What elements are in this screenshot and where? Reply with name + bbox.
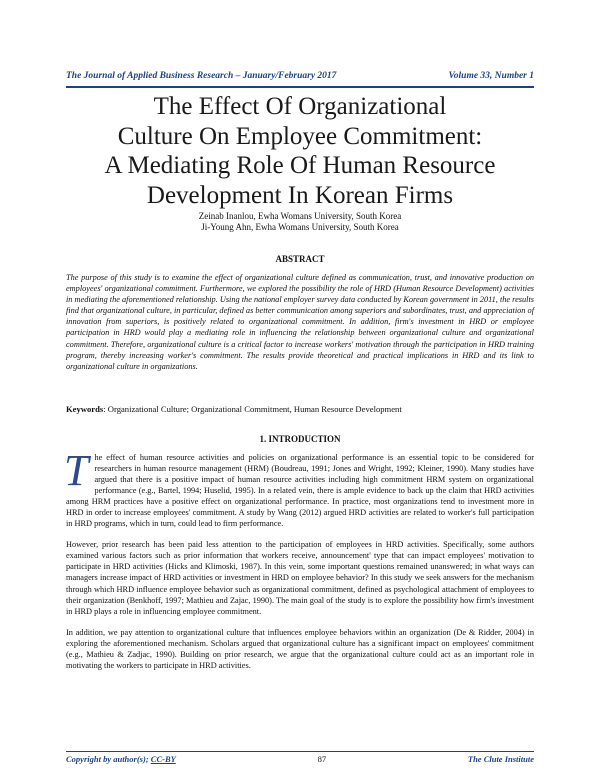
keywords-text: : Organizational Culture; Organizational Commitment, Human Resource Development	[103, 404, 402, 414]
page-number: 87	[317, 754, 327, 764]
section-heading: 1. INTRODUCTION	[259, 434, 341, 444]
copyright	[66, 754, 176, 766]
paper-title	[70, 92, 530, 210]
copyright-text: Copyright by author(s);	[66, 754, 151, 764]
running-header	[66, 71, 534, 85]
header-rule	[66, 86, 534, 88]
abstract-text: The purpose of this study is to examine the effect of organizational culture defined as communication, trust, and innovative production on employees' organizational commitment. Furthermore, we explored the possibility the role of HRD (Human Resource Development) activities in mediating the aforementioned relationship. Using the national employer survey data conducted by Korean government in 2011, the results find that organizational culture, in particular, defined as better communication among superiors and subordinates, trust, and appreciation of innovation from superiors, is positively related to organizational commitment. In addition, firm's investment in HRD or employee participation in HRD would play a mediating role in influencing the relationship between organizational culture and organizational commitment. Therefore, organizational culture is a critical factor to increase workers' motivation through the participation in HRD training program, thereby increasing worker's commitment. The results provide theoretical and practical implications in HRD and its link to organizational culture in organizations.	[66, 273, 534, 371]
title-line: Culture On Employee Commitment:	[117, 122, 483, 150]
paragraph: However, prior research has been paid less attention to the participation of employees in HRD activities. Specifically, some authors examined various factors such as prior information that workers receive, announcement' type that can impact employees' motivation to participate in HRD activities (Hicks and Klimoski, 1987). In this vein, some important questions remained unanswered; in what ways can managers increase impact of HRD activities or investment in HRD on employee behavior? In this study we seek answers for the mechanism through which HRD influence employee behavior such as organizational commitment, defined as psychological attachment of employees to their organization (Benkhoff, 1997; Mathieu and Zajac, 1990). The main goal of the study is to explore the possibility how firm's investment in HRD plays a role in influencing employee commitment.	[66, 540, 534, 616]
volume-number: Volume 33, Number 1	[448, 71, 534, 81]
publisher-name: The Clute Institute	[467, 754, 534, 764]
paragraph-text: he effect of human resource activities and policies on organizational performance is an essential topic to be considered for researchers in human resource management (HRM) (Boudreau, 1991; Jones and Wright, 1992; Kleiner, 1990). Many studies have argued that there is a positive impact of human resource activities including high commitment HRM system on organizational performance (e.g., Bartel, 1994; Huselid, 1995). In a related vein, there is ample evidence to back up the claim that HRD activities among HRM practices have a positive effect on organizational performance. In practice, most organizations tend to investment more in HRD in order to increase employees' commitment. A study by Wang (2012) argued HRD activities are related to worker's full participation in HRD programs, which in turn, could lead to firm performance.	[66, 453, 534, 529]
footer-rule	[66, 751, 534, 752]
author-affiliation: Zeinab Inanlou, Ewha Womans University, South Korea	[198, 211, 402, 221]
paragraph	[64, 446, 534, 529]
journal-title: The Journal of Applied Business Research – January/February 2017	[66, 71, 337, 81]
title-line: Development In Korean Firms	[146, 181, 454, 209]
author-affiliation: Ji-Young Ahn, Ewha Womans University, South Korea	[201, 222, 399, 232]
running-footer	[66, 754, 534, 766]
title-line: A Mediating Role Of Human Resource	[104, 152, 496, 179]
keywords-label: Keywords	[66, 404, 104, 414]
keywords	[66, 404, 534, 415]
paragraph: In addition, we pay attention to organizational culture that influences employee behaviors within an organization (De & Ridder, 2004) in exploring the aforementioned mechanism. Scholars argued that organizational culture has a significant impact on employees' commitment (e.g., Mathieu & Zadjac, 1990). Building on prior research, we argue that the organizational culture could act as an important role in motivating the workers to participate in HRD activities.	[66, 627, 534, 670]
author-list	[70, 211, 530, 233]
body-text	[64, 446, 534, 681]
license-link[interactable]: CC-BY	[150, 754, 176, 764]
drop-cap: T	[64, 446, 89, 495]
title-line: The Effect Of Organizational	[153, 93, 447, 120]
abstract-heading: ABSTRACT	[275, 254, 325, 264]
